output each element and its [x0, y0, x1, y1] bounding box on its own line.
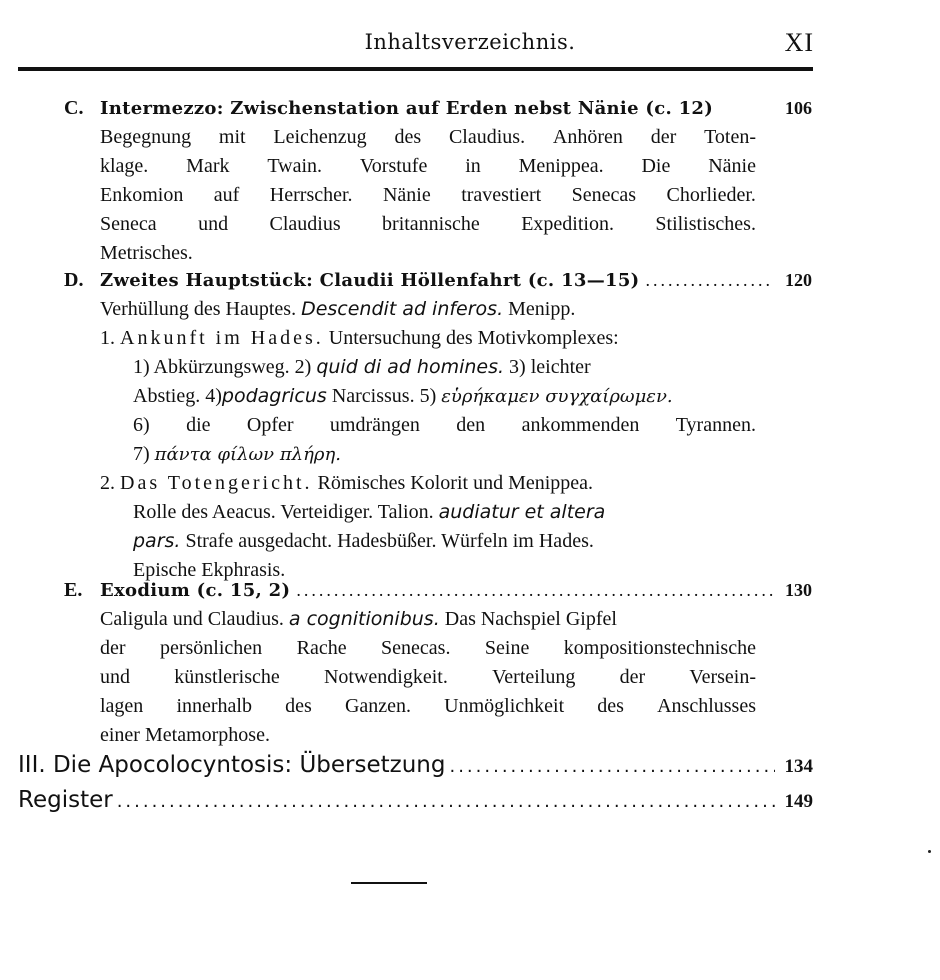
print-speck — [928, 850, 931, 853]
desc-line: pars. Strafe ausgedacht. Hadesbüßer. Würfeln im Hades. — [133, 530, 594, 552]
entry-title: Zweites Hauptstück: Claudii Höllenfahrt (c. 13—15) — [100, 270, 640, 291]
entry-title: Exodium (c. 15, 2) — [100, 580, 291, 601]
desc-line: Caligula und Claudius. a cognitionibus. Das Nachspiel Gipfel — [100, 608, 617, 630]
desc-line: 1) Abkürzungsweg. 2) quid di ad homines. 3) leichter — [133, 356, 591, 378]
subsection-1-body — [64, 353, 812, 469]
entry-title: Register — [18, 787, 113, 813]
dot-leader — [117, 785, 775, 819]
dot-leader — [645, 266, 773, 295]
toc-entry-c — [64, 94, 812, 268]
desc-line: Rolle des Aeacus. Verteidiger. Talion. audiatur et altera — [133, 501, 606, 523]
entry-page: 120 — [785, 270, 812, 290]
desc-line: und künstlerische Notwendigkeit. Verteilung der Versein- — [100, 666, 756, 688]
toc-entry-c-heading[interactable] — [64, 94, 812, 123]
desc-line: 6) die Opfer umdrängen den ankommenden Tyrannen. — [133, 414, 756, 436]
desc-line: klage. Mark Twain. Vorstufe in Menippea. Die Nänie — [100, 155, 756, 177]
desc-line: Enkomion auf Herrscher. Nänie travestiert Senecas Chorlieder. — [100, 184, 756, 206]
toc-entry-e-heading[interactable] — [64, 576, 812, 605]
desc-line: Metrisches. — [100, 242, 193, 264]
subsection-heading: 2. Das Totengericht. Römisches Kolorit und Menippea. — [100, 472, 594, 494]
subsection-2 — [64, 469, 812, 498]
desc-line: einer Metamorphose. — [100, 724, 270, 746]
entry-title: Intermezzo: Zwischenstation auf Erden nebst Nänie (c. 12) — [100, 98, 714, 119]
entry-letter: E. — [64, 579, 83, 601]
entry-page: 134 — [784, 756, 813, 777]
entry-page: 106 — [785, 98, 812, 118]
desc-line: Epische Ekphrasis. — [133, 559, 286, 581]
toc-main-entry-translation[interactable] — [18, 748, 813, 782]
entry-title: III. Die Apocolocyntosis: Übersetzung — [18, 752, 446, 778]
toc-main-entry-register[interactable] — [18, 783, 813, 817]
running-header-title: Inhaltsverzeichnis. — [364, 30, 576, 54]
subsection-1 — [64, 324, 812, 353]
toc-entry-d-heading[interactable] — [64, 266, 812, 295]
subsection-heading: 1. Ankunft im Hades. Untersuchung des Motivkomplexes: — [100, 327, 619, 349]
desc-line: Seneca und Claudius britannische Expedition. Stilistisches. — [100, 213, 756, 235]
dot-leader — [449, 750, 774, 784]
header-rule — [18, 67, 813, 71]
footer-rule — [351, 882, 427, 884]
toc-entry-e — [64, 576, 812, 750]
desc-line: Begegnung mit Leichenzug des Claudius. Anhören der Toten- — [100, 126, 756, 148]
entry-page: 149 — [784, 791, 813, 812]
desc-line: lagen innerhalb des Ganzen. Unmöglichkeit des Anschlusses — [100, 695, 756, 717]
entry-letter: D. — [64, 269, 84, 291]
toc-entry-d — [64, 266, 812, 585]
desc-line: Verhüllung des Hauptes. Descendit ad inferos. Menipp. — [100, 298, 576, 320]
entry-description — [64, 123, 812, 268]
desc-line: der persönlichen Rache Senecas. Seine kompositionstechnische — [100, 637, 756, 659]
subsection-2-body — [64, 498, 812, 585]
page-number: XI — [784, 28, 814, 57]
entry-page: 130 — [785, 580, 812, 600]
entry-description — [64, 605, 812, 750]
desc-line: Abstieg. 4)podagricus Narcissus. 5) εὑρήκαμεν συγχαίρωμεν. — [133, 385, 673, 407]
dot-leader — [296, 576, 773, 605]
desc-line: 7) πάντα φίλων πλήρη. — [133, 443, 341, 465]
entry-description — [64, 295, 812, 324]
entry-letter: C. — [64, 97, 84, 119]
